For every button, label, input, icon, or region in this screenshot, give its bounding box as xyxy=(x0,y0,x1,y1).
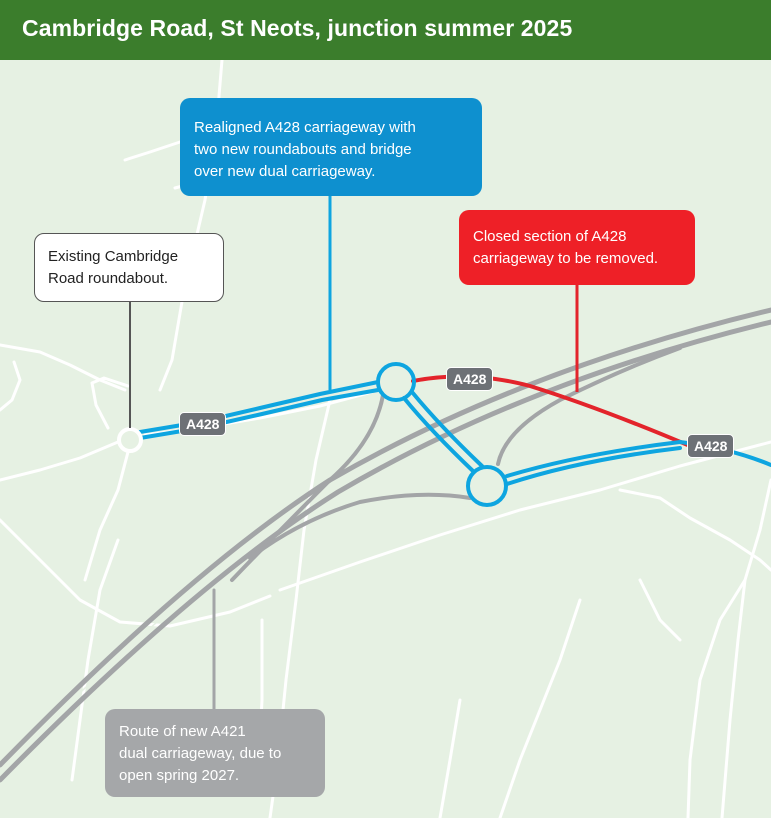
road-south-central xyxy=(500,600,580,818)
cambridge-road-roundabout-icon xyxy=(119,429,141,451)
callout-route-line-1: Route of new A421 xyxy=(119,723,246,740)
road-label-a428-closed: A428 xyxy=(446,367,493,391)
callout-realigned-line-3: over new dual carriageway. xyxy=(194,163,376,180)
callout-route-line-2: dual carriageway, due to xyxy=(119,745,282,762)
road-east-south-2 xyxy=(688,580,745,818)
page-title: Cambridge Road, St Neots, junction summer 2025 xyxy=(22,15,573,41)
road-cambridge-south xyxy=(85,452,128,580)
road-south-edge xyxy=(440,700,460,818)
new-roundabout-south xyxy=(468,467,506,505)
header-bar xyxy=(0,0,771,60)
callout-closed-line-2: carriageway to be removed. xyxy=(473,250,659,267)
callout-existing-line-1: Existing Cambridge xyxy=(48,248,179,265)
callout-closed-line-1: Closed section of A428 xyxy=(473,228,627,245)
road-east-south xyxy=(722,480,771,818)
road-west-curve xyxy=(0,362,20,410)
realigned-west-approach-2 xyxy=(140,390,378,438)
callout-realigned-line-2: two new roundabouts and bridge xyxy=(194,141,412,158)
callout-new-a421-route xyxy=(105,709,325,797)
road-label-a428-west: A428 xyxy=(179,412,226,436)
callout-existing-line-2: Road roundabout. xyxy=(48,270,169,287)
callout-existing-roundabout xyxy=(34,233,224,302)
road-west-lower xyxy=(0,442,118,480)
dual-carriageway-north xyxy=(0,310,771,765)
callout-closed-section xyxy=(459,210,695,285)
new-roundabout-north xyxy=(378,364,414,400)
road-south-east-loop xyxy=(620,490,771,570)
callout-route-line-3: open spring 2027. xyxy=(119,767,240,784)
road-label-a428-east: A428 xyxy=(687,434,734,458)
realigned-west-approach xyxy=(140,382,378,432)
callout-realigned-a428 xyxy=(180,98,482,196)
callout-realigned-line-1: Realigned A428 carriageway with xyxy=(194,119,416,136)
map-area xyxy=(0,60,771,818)
road-mid-south xyxy=(640,580,680,640)
